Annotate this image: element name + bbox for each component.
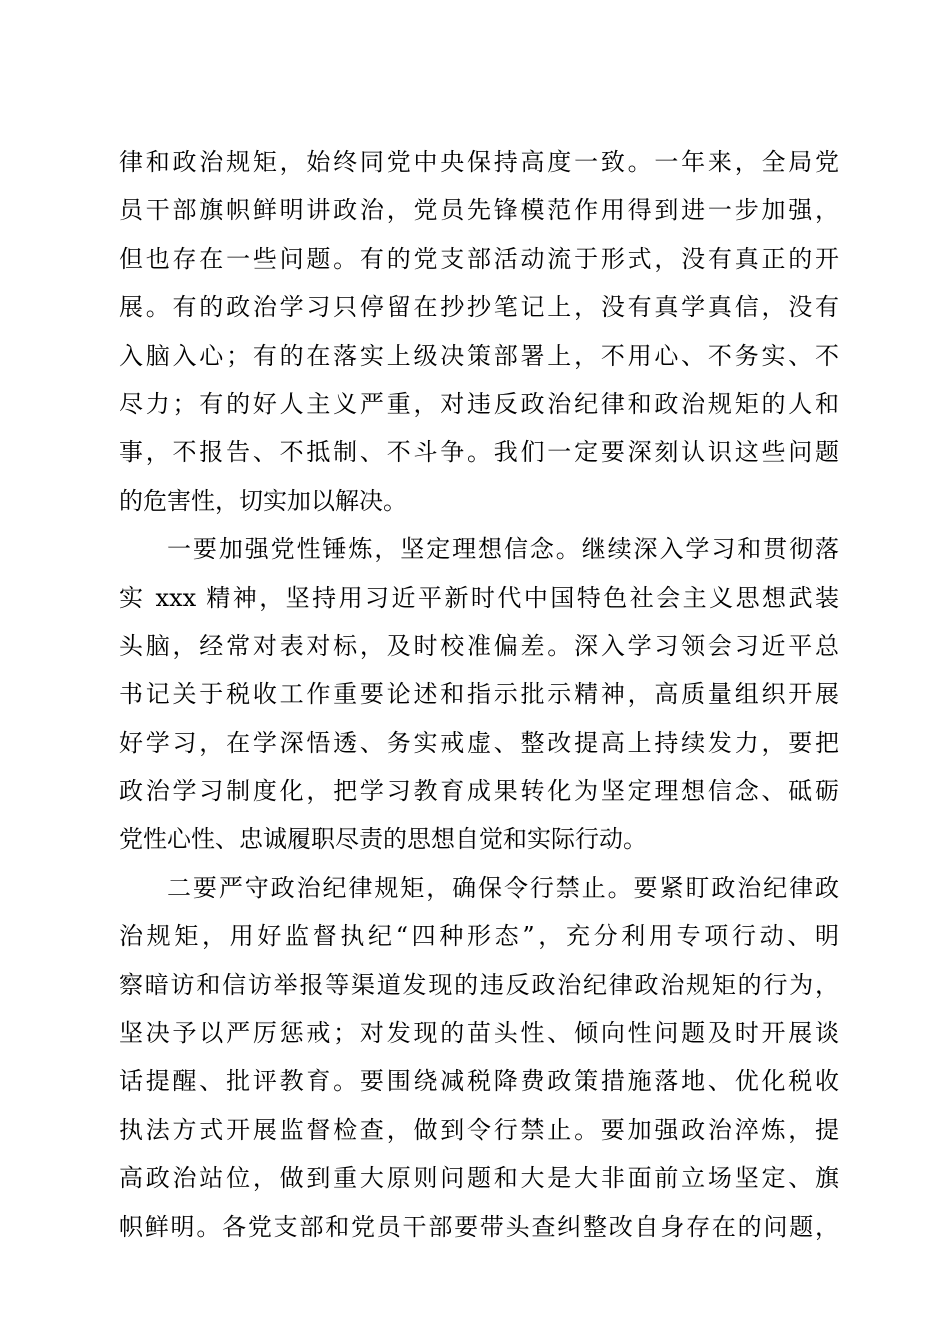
paragraph-3-line-4: 坚决予以严厉惩戒；对发现的苗头性、倾向性问题及时开展谈	[119, 1019, 839, 1048]
paragraph-2-line-7: 党性心性、忠诚履职尽责的思想自觉和实际行动。	[119, 825, 647, 854]
paragraph-1-line-4: 展。有的政治学习只停留在抄抄笔记上，没有真学真信，没有	[119, 293, 839, 322]
paragraph-3-line-3: 察暗访和信访举报等渠道发现的违反政治纪律政治规矩的行为，	[119, 970, 839, 999]
paragraph-1-line-3: 但也存在一些问题。有的党支部活动流于形式，没有真正的开	[119, 244, 839, 273]
paragraph-1-line-1: 律和政治规矩，始终同党中央保持高度一致。一年来，全局党	[119, 148, 839, 176]
paragraph-1-line-8: 的危害性，切实加以解决。	[119, 486, 407, 515]
paragraph-3-line-7: 高政治站位，做到重大原则问题和大是大非面前立场坚定、旗	[119, 1164, 839, 1193]
paragraph-3-line-8: 帜鲜明。各党支部和党员干部要带头查纠整改自身存在的问题，	[119, 1212, 839, 1241]
document-body	[119, 138, 839, 1251]
paragraph-3-line-5: 话提醒、批评教育。要围绕减税降费政策措施落地、优化税收	[119, 1067, 839, 1096]
paragraph-3-line-6: 执法方式开展监督检查，做到令行禁止。要加强政治淬炼，提	[119, 1115, 839, 1144]
paragraph-2-line-2: 实 xxx 精神，坚持用习近平新时代中国特色社会主义思想武装	[119, 583, 839, 612]
paragraph-2-line-3: 头脑，经常对表对标，及时校准偏差。深入学习领会习近平总	[119, 631, 839, 660]
paragraph-1-line-7: 事，不报告、不抵制、不斗争。我们一定要深刻认识这些问题	[119, 438, 839, 467]
paragraph-2-line-4: 书记关于税收工作重要论述和指示批示精神，高质量组织开展	[119, 680, 839, 709]
paragraph-2-line-6: 政治学习制度化，把学习教育成果转化为坚定理想信念、砥砺	[119, 777, 839, 806]
paragraph-1-line-5: 入脑入心；有的在落实上级决策部署上，不用心、不务实、不	[119, 341, 839, 370]
paragraph-2-line-1: 一要加强党性锤炼，坚定理想信念。继续深入学习和贯彻落	[167, 535, 839, 564]
paragraph-2-line-5: 好学习，在学深悟透、务实戒虚、整改提高上持续发力，要把	[119, 728, 839, 757]
paragraph-1-line-6: 尽力；有的好人主义严重，对违反政治纪律和政治规矩的人和	[119, 389, 839, 418]
paragraph-1-line-2: 员干部旗帜鲜明讲政治，党员先锋模范作用得到进一步加强，	[119, 196, 839, 225]
paragraph-3-line-2: 治规矩，用好监督执纪“四种形态”，充分利用专项行动、明	[119, 922, 839, 951]
paragraph-3-line-1: 二要严守政治纪律规矩，确保令行禁止。要紧盯政治纪律政	[167, 873, 839, 902]
